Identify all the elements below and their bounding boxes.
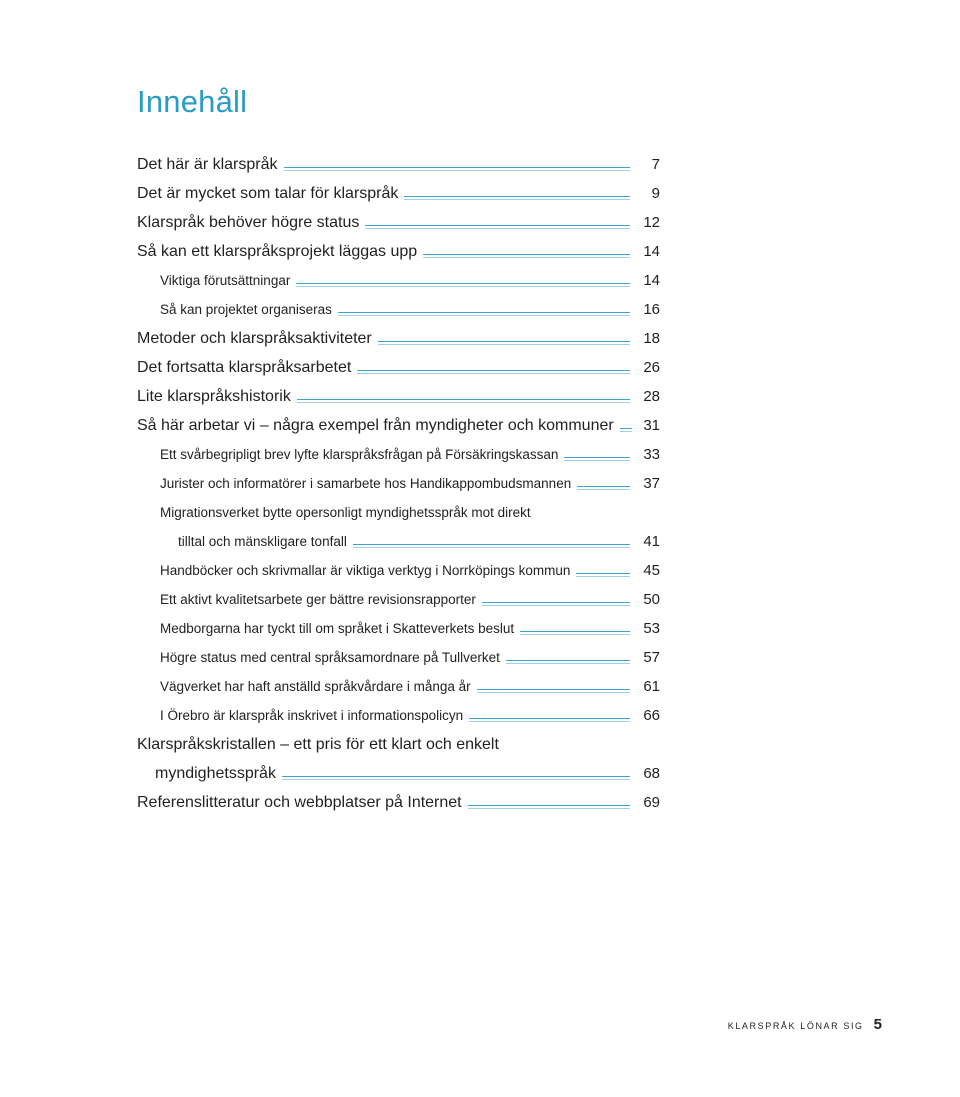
toc-entry-page: 53: [643, 620, 660, 637]
toc-entry-leader: [378, 341, 630, 342]
toc-entry[interactable]: [0, 411, 960, 440]
toc-entry[interactable]: [0, 527, 960, 556]
toc-entry-page: 28: [643, 388, 660, 405]
toc-entry-page: 7: [651, 156, 660, 173]
toc-entry-leader: [506, 660, 630, 661]
toc-entry-label: tilltal och mänskligare tonfall: [178, 534, 347, 549]
toc-entry[interactable]: [0, 179, 960, 208]
toc-entry[interactable]: [0, 353, 960, 382]
toc-entry[interactable]: [0, 788, 960, 817]
toc-entry[interactable]: [0, 672, 960, 701]
toc-entry-page: 33: [643, 446, 660, 463]
toc-entry-page: 68: [643, 765, 660, 782]
toc-entry-leader: [282, 776, 630, 777]
toc-entry-leader: [482, 602, 630, 603]
toc-entry-page: 18: [643, 330, 660, 347]
toc-entry-label: Jurister och informatörer i samarbete hos Handikappombudsmannen: [160, 476, 572, 491]
toc-entry-page: 61: [643, 678, 660, 695]
toc-entry-label: Ett svårbegripligt brev lyfte klarspråksfrågan på Försäkringskassan: [160, 447, 559, 462]
toc-entry-leader: [297, 399, 630, 400]
toc-entry-leader: [477, 689, 630, 690]
toc-entry[interactable]: [0, 266, 960, 295]
toc-entry-leader: [423, 254, 630, 255]
toc-entry-leader: [353, 544, 630, 545]
toc-entry-label: Lite klarspråkshistorik: [137, 388, 291, 405]
toc-entry-page: 14: [643, 272, 660, 289]
toc-entry[interactable]: [0, 469, 960, 498]
toc-entry[interactable]: [0, 237, 960, 266]
toc-entry[interactable]: [0, 324, 960, 353]
toc-entry-label: Högre status med central språksamordnare på Tullverket: [160, 650, 500, 665]
toc-entry-leader: [296, 283, 630, 284]
toc-entry-page: 66: [643, 707, 660, 724]
toc-entry-label: Referenslitteratur och webbplatser på Internet: [137, 794, 462, 811]
toc-entry-leader: [284, 167, 630, 168]
toc-entry[interactable]: [0, 585, 960, 614]
toc-entry-label: Vägverket har haft anställd språkvårdare i många år: [160, 679, 471, 694]
toc-entry-page: 50: [643, 591, 660, 608]
toc-entry-label: Medborgarna har tyckt till om språket i Skatteverkets beslut: [160, 621, 515, 636]
toc-entry-label: I Örebro är klarspråk inskrivet i informationspolicyn: [160, 708, 464, 723]
toc-entry-page: 41: [643, 533, 660, 550]
toc-entry-label: Så här arbetar vi – några exempel från myndigheter och kommuner: [137, 417, 614, 434]
toc-entry-leader: [357, 370, 630, 371]
toc-entry[interactable]: [0, 382, 960, 411]
toc-entry-leader: [404, 196, 630, 197]
toc-entry-leader: [468, 805, 630, 806]
toc-entry-page: 12: [643, 214, 660, 231]
toc-entry[interactable]: [0, 556, 960, 585]
running-title: KLARSPRÅK LÖNAR SIG: [727, 1021, 864, 1031]
toc-entry-label: Så kan ett klarspråksprojekt läggas upp: [137, 243, 418, 260]
toc-entry[interactable]: [0, 150, 960, 179]
toc-entry[interactable]: [0, 440, 960, 469]
toc-entry-page: 57: [643, 649, 660, 666]
toc-entry-label: Klarspråk behöver högre status: [137, 214, 360, 231]
toc-entry[interactable]: [0, 295, 960, 324]
toc-entry[interactable]: [0, 614, 960, 643]
page-footer: [728, 1016, 882, 1033]
toc-entry[interactable]: [0, 759, 960, 788]
toc-entry-label: Så kan projektet organiseras: [160, 302, 332, 317]
toc-entry[interactable]: [0, 643, 960, 672]
toc-entry-page: 16: [643, 301, 660, 318]
toc-entry-leader: [365, 225, 630, 226]
toc-entry[interactable]: [0, 498, 960, 527]
toc-entry[interactable]: [0, 730, 960, 759]
toc-entry-page: 9: [651, 185, 660, 202]
toc-entry-leader: [469, 718, 630, 719]
toc-entry-page: 45: [643, 562, 660, 579]
toc-entry[interactable]: [0, 701, 960, 730]
toc-entry-label: Det är mycket som talar för klarspråk: [137, 185, 399, 202]
toc-entry-leader: [520, 631, 630, 632]
toc-entry-page: 31: [643, 417, 660, 434]
toc-entry-page: 37: [643, 475, 660, 492]
toc-entry-label: Det fortsatta klarspråksarbetet: [137, 359, 352, 376]
toc-entry-page: 14: [643, 243, 660, 260]
toc-entry-leader: [338, 312, 630, 313]
toc-entry-label: Klarspråkskristallen – ett pris för ett klart och enkelt: [137, 736, 499, 753]
toc-entry-label: Metoder och klarspråksaktiviteter: [137, 330, 372, 347]
toc-entry-page: 26: [643, 359, 660, 376]
page-number: 5: [873, 1016, 882, 1033]
toc-entry-label: Migrationsverket bytte opersonligt myndighetsspråk mot direkt: [160, 505, 531, 520]
toc-entry-label: Viktiga förutsättningar: [160, 273, 291, 288]
page-title: Innehåll: [137, 84, 248, 119]
toc-entry-label: Ett aktivt kvalitetsarbete ger bättre revisionsrapporter: [160, 592, 476, 607]
toc-entry-label: myndighetsspråk: [155, 765, 276, 782]
toc-entry-label: Handböcker och skrivmallar är viktiga verktyg i Norrköpings kommun: [160, 563, 571, 578]
toc-entry-label: Det här är klarspråk: [137, 156, 278, 173]
toc-entry-page: 69: [643, 794, 660, 811]
toc-entry[interactable]: [0, 208, 960, 237]
